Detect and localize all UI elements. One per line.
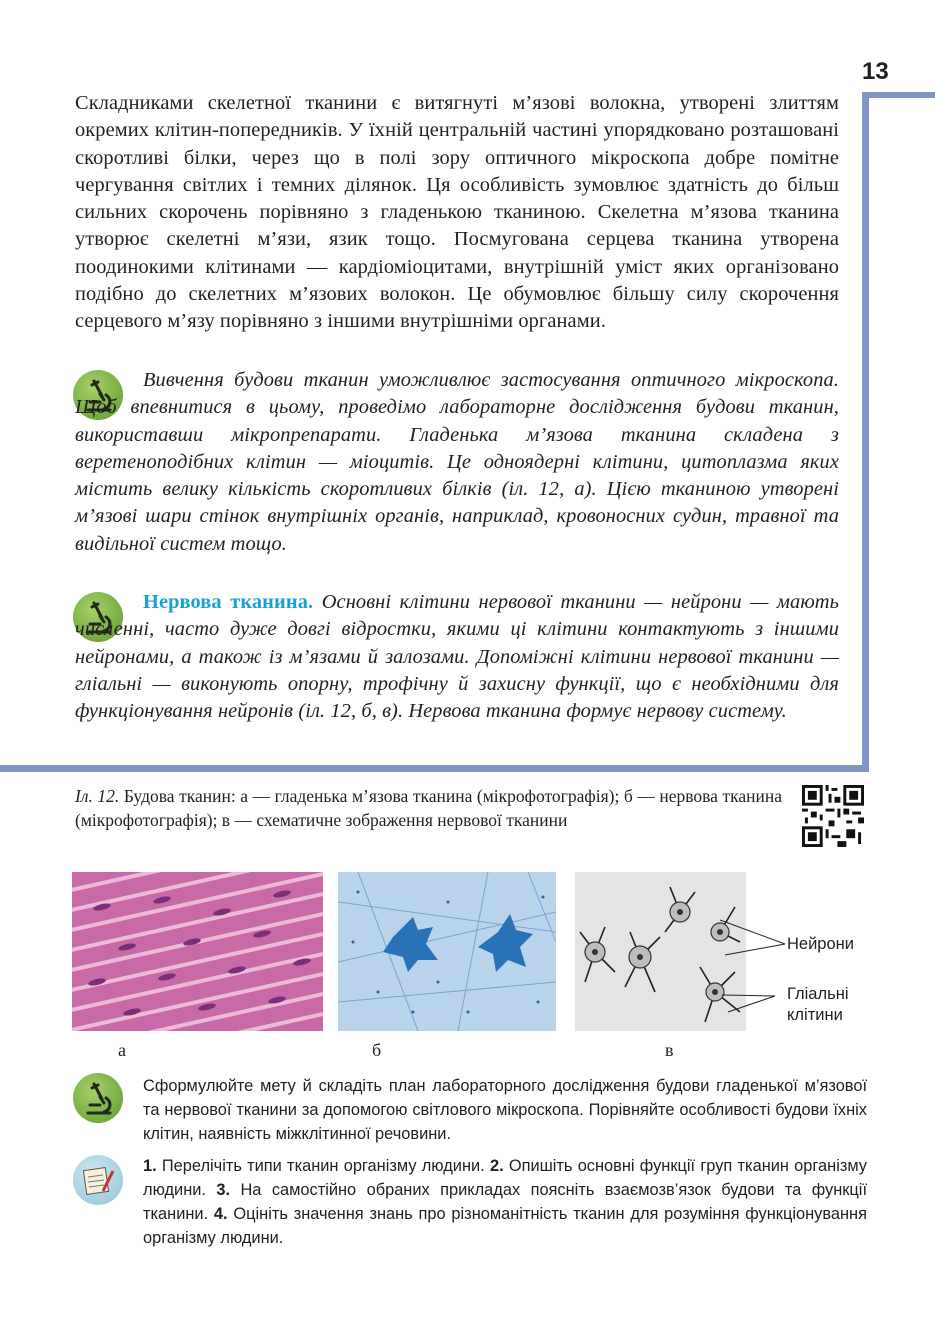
figure-label-b: б [372, 1040, 382, 1060]
label-glial [787, 984, 848, 1026]
figure-caption [75, 785, 782, 832]
paragraph-lab-intro: Вивчення будови тканин уможливлює застосування оптичного мікроскопа. Щоб впевнитися в цьому, проведімо лабораторне дослідження будови тканин, використавши мікропрепарати. Гладенька м’язова тканина складена з веретеноподібних клітин — міоцитів. Це одноядерні клітини, цитоплазма яких містить велику кількість скоротливих білків (іл. 12, а). Цією тканиною утворені м’язові шари стінок внутрішніх органів, наприклад, кровоносних судин, травної та видільної систем тощо. [75, 369, 839, 555]
frame-border-right [862, 92, 869, 772]
notebook-icon [73, 1155, 123, 1205]
figure-label-c: в [665, 1040, 674, 1060]
review-questions [143, 1154, 867, 1250]
label-pointers [700, 900, 790, 1030]
nervous-tissue-heading: Нервова тканина. [143, 591, 314, 613]
question-number: 4. [213, 1205, 228, 1223]
paragraph-nervous-tissue [75, 589, 839, 725]
nervous-tissue-text: Основні клітини нервової тканини — нейрони — мають численні, часто дуже довгі відростки, якими ці клітини контактують з іншими нейронами, а також із м’язами й залозами. Допоміжні клітини нервової тканини — гліальні — виконують опорну, трофічну й захисну функції, що є необхідними для функціонування нейронів (іл. 12, б, в). Нервова тканина формує нервову систему. [75, 591, 840, 723]
smooth-muscle-micrograph [72, 872, 323, 1031]
question-text: Оцініть значення знань про різноманітність тканин для розуміння функціонування організму людини. [143, 1205, 867, 1247]
question-text: Опишіть основні функції груп тканин організму людини. [143, 1157, 867, 1199]
figure-label-a: а [118, 1040, 126, 1060]
label-neurons: Нейрони [787, 935, 854, 953]
question-number: 2. [489, 1157, 504, 1175]
page-number: 13 [862, 58, 889, 85]
figure-ref: Іл. 12. [75, 786, 120, 806]
frame-border-bottom [0, 765, 869, 772]
lab-task: Сформулюйте мету й складіть план лабораторного дослідження будови гладенької м’язової та нервової тканини за допомогою світлового мікроскопа. Порівняйте особливості будови їхніх клітин, наявність міжклітинної речовини. [143, 1077, 867, 1143]
question-text: Перелічіть типи тканин організму людини. [156, 1157, 490, 1175]
question-text: На самостійно обраних прикладах поясніть взаємозв’язок будови та функції тканини. [143, 1181, 868, 1223]
qr-code[interactable] [802, 785, 864, 847]
frame-border-top [862, 92, 935, 98]
paragraph-skeletal-tissue: Складниками скелетної тканини є витягнуті м’язові волокна, утворені злиттям окремих клітин-попередників. У їхній центральній частині упорядковано розташовані скоротливі білки, через що в полі зору оптичного мікроскопа добре помітне чергування світлих і темних ділянок. Ця особливість зумовлює здатність до більш сильних скорочень порівняно з гладенькою тканиною. Скелетна м’язова тканина утворює скелетні м’язи, язик тощо. Посмугована серцева тканина утворена поодинокими клітинами — кардіоміоцитами, внутрішній уміст яких організовано подібно до скелетних м’язових волокон. Це обумовлює більшу силу скорочення серцевого м’язу порівняно з іншими внутрішніми органами. [75, 92, 839, 333]
figure-caption-text: Будова тканин: а — гладенька м’язова тканина (мікрофотографія); б — нервова тканина (мікрофотографія); в — схематичне зображення нервової тканини [75, 786, 782, 830]
label-glial-line2: клітини [787, 1006, 843, 1024]
microscope-icon [73, 1073, 123, 1123]
question-number: 3. [216, 1181, 231, 1199]
question-number: 1. [143, 1157, 157, 1175]
nervous-tissue-micrograph [338, 872, 556, 1031]
label-glial-line1: Гліальні [787, 985, 849, 1003]
